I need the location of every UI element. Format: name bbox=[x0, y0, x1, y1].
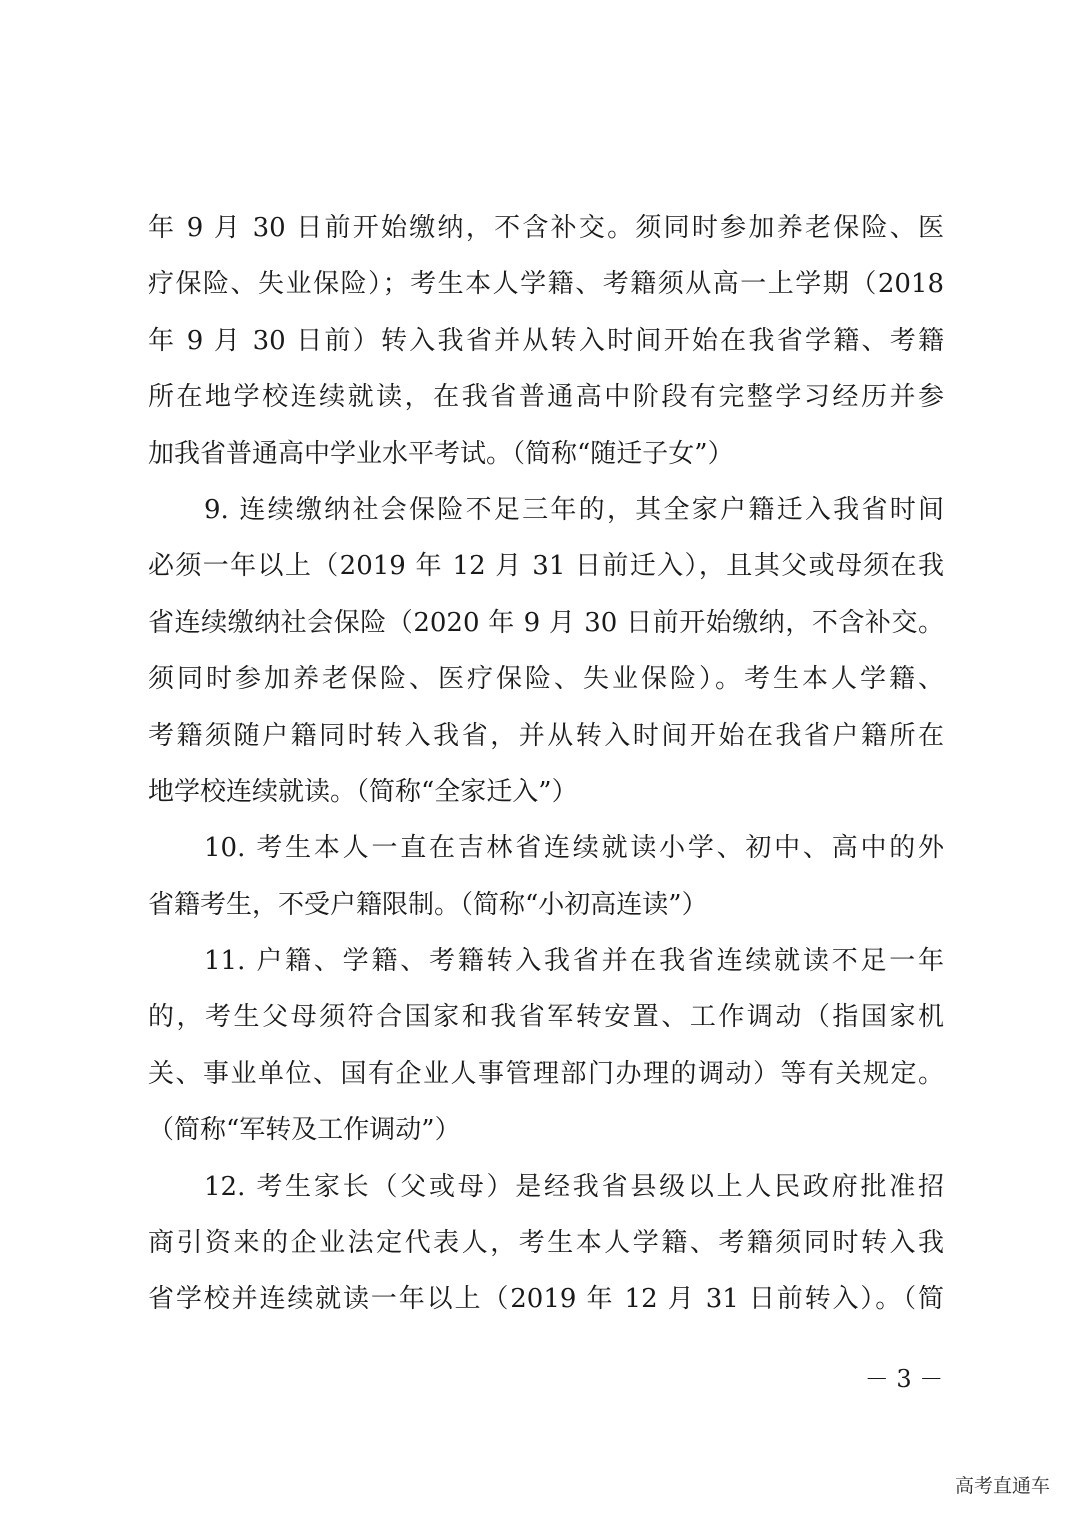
text-line: 加我省普通高中学业水平考试。（简称“随迁子女”） bbox=[148, 438, 734, 469]
text-line: 考籍须随户籍同时转入我省，并从转入时间开始在我省户籍所在 bbox=[148, 720, 944, 751]
text-line: 省连续缴纳社会保险（2020 年 9 月 30 日前开始缴纳，不含补交。 bbox=[148, 607, 944, 638]
paragraph-9-start: 9. 连续缴纳社会保险不足三年的，其全家户籍迁入我省时间 bbox=[204, 494, 944, 525]
text-line: 年 9 月 30 日前开始缴纳，不含补交。须同时参加养老保险、医 bbox=[148, 213, 944, 243]
paragraph-10-start: 10. 考生本人一直在吉林省连续就读小学、初中、高中的外 bbox=[204, 833, 944, 864]
text-line: 商引资来的企业法定代表人，考生本人学籍、考籍须同时转入我 bbox=[148, 1228, 944, 1259]
text-line: 须同时参加养老保险、医疗保险、失业保险）。考生本人学籍、 bbox=[148, 664, 944, 695]
text-line: 关、事业单位、国有企业人事管理部门办理的调动）等有关规定。 bbox=[148, 1058, 944, 1089]
text-line: 的，考生父母须符合国家和我省军转安置、工作调动（指国家机 bbox=[148, 1002, 944, 1033]
text-line: 疗保险、失业保险）；考生本人学籍、考籍须从高一上学期（2018 bbox=[148, 269, 944, 300]
text-line: 省籍考生，不受户籍限制。（简称“小初高连读”） bbox=[148, 889, 708, 920]
text-line: 必须一年以上（2019 年 12 月 31 日前迁入），且其父或母须在我 bbox=[148, 551, 944, 582]
page-number: － 3 － bbox=[864, 1365, 944, 1393]
text-line: 年 9 月 30 日前）转入我省并从转入时间开始在我省学籍、考籍 bbox=[148, 325, 944, 356]
paragraph-11-start: 11. 户籍、学籍、考籍转入我省并在我省连续就读不足一年 bbox=[204, 946, 944, 977]
text-line: （简称“军转及工作调动”） bbox=[148, 1115, 461, 1146]
text-line: 省学校并连续就读一年以上（2019 年 12 月 31 日前转入）。（简 bbox=[148, 1284, 944, 1315]
paragraph-12-start: 12. 考生家长（父或母）是经我省县级以上人民政府批准招 bbox=[204, 1171, 944, 1202]
watermark-text: 高考直通车 bbox=[954, 1475, 1050, 1497]
text-line: 所在地学校连续就读，在我省普通高中阶段有完整学习经历并参 bbox=[148, 382, 944, 413]
body-text bbox=[148, 200, 944, 1328]
text-line: 地学校连续就读。（简称“全家迁入”） bbox=[148, 776, 578, 807]
